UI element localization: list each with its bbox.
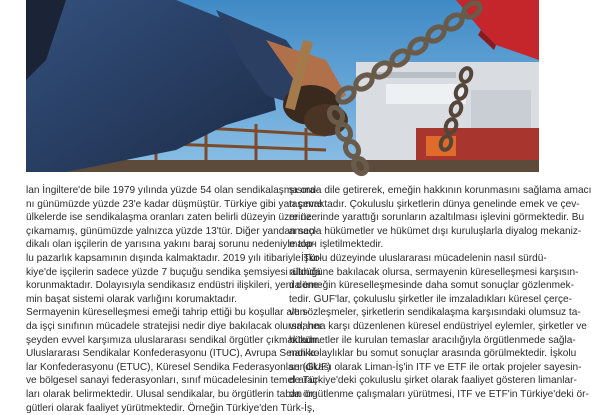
body-line: nı günümüzde yüzde 23'e kadar düşmüştür. Türkiye gibi yarı çevre [26, 198, 279, 212]
body-line: tedir. GUF'lar, çokuluslu şirketler ile imzaladıkları küresel çerçe- [289, 293, 540, 307]
article-column-left [26, 184, 279, 415]
body-line: da emeğin küreselleşmesinde daha somut sonuçlar gözlenmek- [289, 279, 540, 293]
dock-worker-chain-illustration [26, 0, 539, 172]
body-line: taşımaktadır. Çokuluslu şirketlerin dünya genelinde emek ve çev- [289, 198, 540, 212]
body-line: lan İngiltere'de bile 1979 yılında yüzde 54 olan sendikalaşma ora- [26, 184, 279, 198]
article-photo [26, 0, 539, 172]
body-line: Uluslararası Sendikalar Konfederasyonu (ITUC), Avrupa Sendika- [26, 347, 279, 361]
body-line: maları işletilmektedir. [289, 238, 540, 252]
body-line: ları olarak belirmektedir. Ulusal sendikalar, bu örgütlerin taban ör- [26, 388, 279, 402]
body-line: şısında dile getirerek, emeğin hakkının korunmasını sağlama amacı [289, 184, 540, 198]
body-line: lu pazarlık kapsamının dışında kalmaktadır. 2019 yılı itibariyle Tür- [26, 252, 279, 266]
body-line: gütleri olarak faaliyet yürütmektedir. Örneğin Türkiye'den Türk-İş, [26, 402, 279, 415]
body-line: rüldüğüne bakılacak olursa, sermayenin küreselleşmesi karşısın- [289, 266, 540, 280]
body-line: korunmaktadır. Dolayısıyla sendikasız endüstri ilişkileri, yeni döne- [26, 279, 279, 293]
body-line: ve bölgesel sanayi federasyonları, sınıf mücadelesinin temel araç- [26, 374, 279, 388]
body-line: dikalı olan işçilerin de yarısına yakını baraj sorunu nedeniyle top- [26, 238, 279, 252]
body-line: ve sözleşmeler, şirketlerin sendikalaşma karşısındaki olumsuz ta- [289, 306, 540, 320]
body-line: da örgütlenme çalışmaları yürütmesi, ITF ve ETF'in Türkiye'deki ör- [289, 388, 540, 402]
body-line: şeyden evvel karşımıza uluslararası sendikal örgütler çıkmaktadır. [26, 334, 279, 348]
body-line: vırlarına karşı düzenlenen küresel endüstriyel eylemler, şirketler ve [289, 320, 540, 334]
body-line: çıkamamış, günümüzde yalnızca yüzde 13'tür. Diğer yandan sen- [26, 225, 279, 239]
body-line: min başat sistemi olarak varlığını korumaktadır. [26, 293, 279, 307]
body-line: amaçla hükümetler ve hükümet dışı kuruluşlarla diyalog mekaniz- [289, 225, 540, 239]
body-line: sendikası olarak Liman-İş'in ITF ve ETF ile ortak projeler sayesin- [289, 361, 540, 375]
body-line: ülkelerde ise sendikalaşma oranları zaten belirli düzeyin üzerine [26, 211, 279, 225]
body-line: İşkolu düzeyinde uluslararası mücadelenin nasıl sürdü- [289, 252, 540, 266]
body-line: re üzerinde yarattığı sorunların azaltılması işlevini görmektedir. Bu [289, 211, 540, 225]
body-line: kiye'de işçilerin sadece yüzde 7 buçuğu sendika şemsiyesi altında [26, 266, 279, 280]
body-line: da işçi sınıfının mücadele stratejisi nedir diye bakılacak olursa; her [26, 320, 279, 334]
body-line: lar Konfederasyonu (ETUC), Küresel Sendika Federasyonları (GUF) [26, 361, 279, 375]
body-line: Sermayenin küreselleşmesi emeği tahrip ettiği bu koşullar altın- [26, 306, 279, 320]
body-line: nan kolaylıklar bu somut sonuçlar arasında görülmektedir. İşkolu [289, 347, 540, 361]
body-line: hükümetler ile kurulan temaslar aracılığıyla örgütlenmede sağla- [289, 334, 540, 348]
article-column-right [289, 184, 540, 402]
body-line: de Türkiye'deki çokuluslu şirket olarak faaliyet gösteren limanlar- [289, 374, 540, 388]
